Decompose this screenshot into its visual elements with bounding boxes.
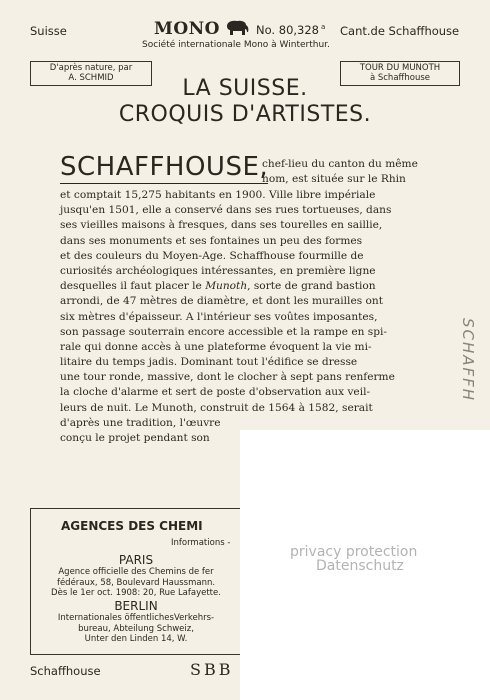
privacy-overlay xyxy=(240,430,490,700)
elephant-logo-icon xyxy=(224,19,250,37)
body-line: curiosités archéologiques intéressantes, en première ligne xyxy=(60,264,376,277)
society-line: Société internationale Mono à Winterthur. xyxy=(142,40,330,50)
agencies-title: AGENCES DES CHEMI xyxy=(61,519,203,533)
body-text-top xyxy=(262,157,430,187)
berlin-line: Unter den Linden 14, W. xyxy=(84,634,188,644)
agencies-box xyxy=(30,508,272,655)
card-number-text: No. 80,328 xyxy=(256,23,319,37)
body-line-top-2: nom, est située sur le Rhin xyxy=(262,173,406,186)
body-line: litaire du temps jadis. Dominant tout l'édifice se dresse xyxy=(60,356,358,369)
header-country: Suisse xyxy=(30,24,67,38)
city-heading: SCHAFFHOUSE, xyxy=(60,152,269,182)
body-line: d'après une tradition, l'œuvre xyxy=(60,416,221,429)
subject-box-line-1: TOUR DU MUNOTH xyxy=(359,63,441,73)
body-text xyxy=(60,188,432,446)
subject-box-line-2: à Schaffhouse xyxy=(369,73,431,83)
card-number-suffix: a xyxy=(321,23,326,32)
title-line-1: LA SUISSE. xyxy=(182,76,308,101)
body-line: leurs de nuit. Le Munoth, construit de 1564 à 1582, serait xyxy=(60,401,373,414)
body-line: une tour ronde, massive, dont le clocher à sept pans renferme xyxy=(60,371,395,384)
body-line: six mètres d'épaisseur. A l'intérieur ses voûtes imposantes, xyxy=(60,310,378,323)
sbb-mark: SBB xyxy=(190,660,234,679)
body-line: et des couleurs du Moyen-Age. Schaffhouse fourmille de xyxy=(60,249,364,262)
body-line: ses vieilles maisons à fresques, dans ses tourelles en saillie, xyxy=(60,219,383,232)
handwritten-text: SCHAFFH xyxy=(459,318,477,403)
paris-block xyxy=(31,553,241,599)
paris-line: Agence officielle des Chemins de fer xyxy=(58,567,214,577)
body-line-top-1: chef-lieu du canton du même xyxy=(262,158,418,170)
handwritten-note xyxy=(455,318,485,428)
body-line: dans ses monuments et ses fontaines un peu des formes xyxy=(60,234,363,247)
title-line-2: CROQUIS D'ARTISTES. xyxy=(118,102,372,127)
body-line: conçu le projet pendant son xyxy=(60,432,210,444)
body-line: desquelles il faut placer le Munoth, sorte de grand bastion xyxy=(60,280,376,293)
berlin-city: BERLIN xyxy=(114,599,158,613)
brand-name: MONO xyxy=(154,19,220,39)
artist-box-line-2: A. SCHMID xyxy=(68,73,114,83)
footer-place: Schaffhouse xyxy=(30,664,101,678)
body-line: la cloche d'alarme et sert de poste d'observation aux veil- xyxy=(60,386,371,399)
page-title xyxy=(100,76,390,128)
body-line: jusqu'en 1501, elle a conservé dans ses rues tortueuses, dans xyxy=(60,204,392,217)
body-line: rale qui donne accès à une plateforme évoquent la vie mi- xyxy=(60,340,372,353)
header-canton: Cant.de Schaffhouse xyxy=(340,24,460,38)
paris-line: fédéraux, 58, Boulevard Haussmann. xyxy=(56,577,216,588)
berlin-line: bureau, Abteilung Schweiz, xyxy=(78,623,194,634)
body-line: et comptait 15,275 habitants en 1900. Ville libre impériale xyxy=(60,189,376,201)
paris-city: PARIS xyxy=(118,553,154,567)
body-line: son passage souterrain encore accessible et la rampe en spi- xyxy=(60,325,387,338)
privacy-text-de: Datenschutz xyxy=(316,558,404,574)
artist-box-line-1: D'après nature, par xyxy=(49,63,133,73)
berlin-line: Internationales öffentlichesVerkehrs- xyxy=(57,613,215,623)
paris-line: Dès le 1er oct. 1908: 20, Rue Lafayette. xyxy=(51,588,221,598)
card-number xyxy=(256,23,325,37)
munoth-italic: Munoth xyxy=(205,280,248,293)
agencies-info: Informations - xyxy=(171,538,231,548)
privacy-text: privacy protection xyxy=(290,544,418,560)
berlin-block xyxy=(31,599,241,645)
body-line: arrondi, de 47 mètres de diamètre, et dont les murailles ont xyxy=(60,295,383,308)
